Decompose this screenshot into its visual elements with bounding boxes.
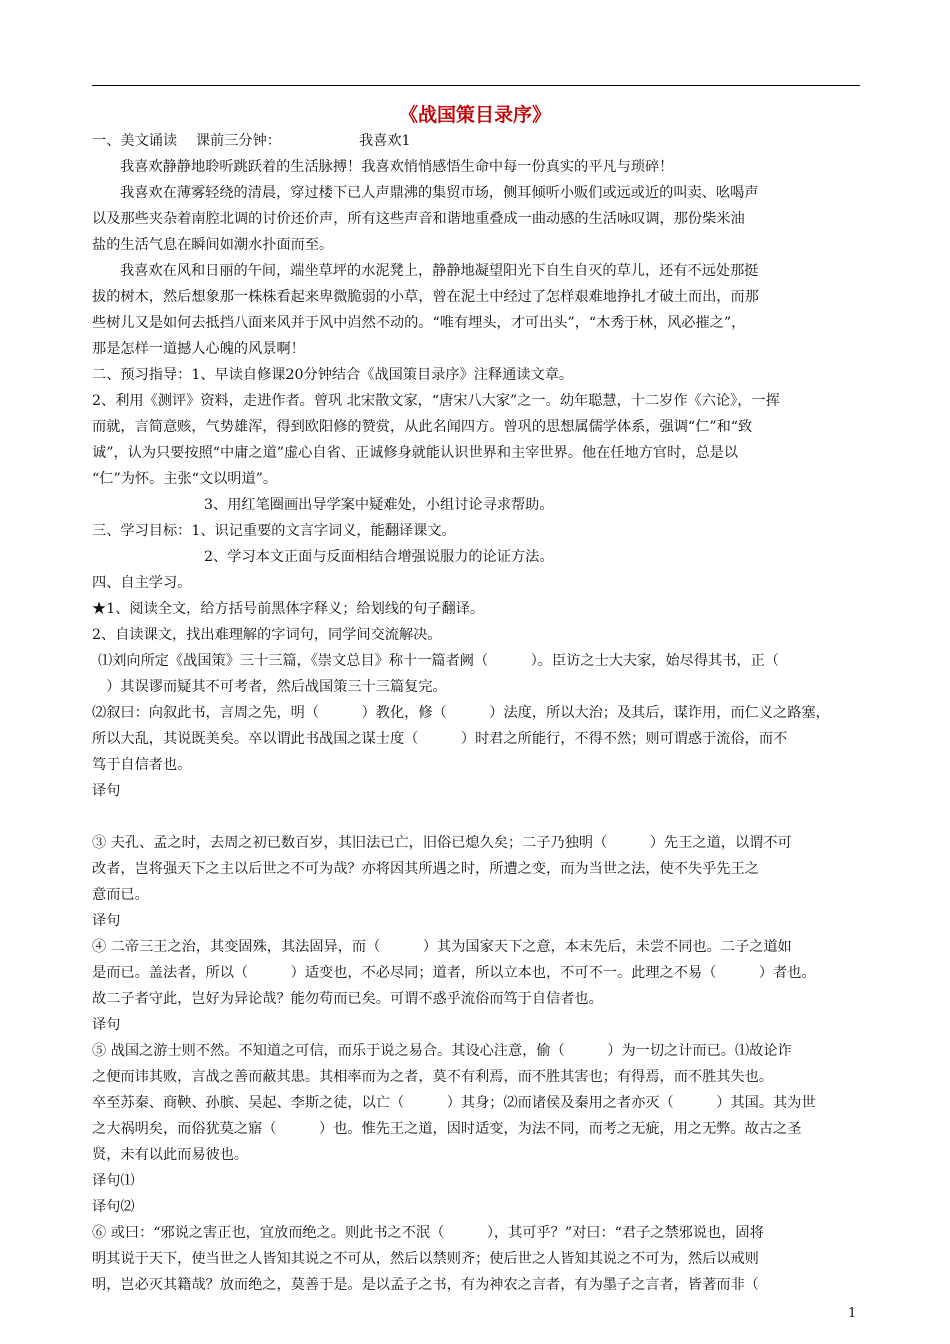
paragraph-line: 我喜欢在风和日丽的午间，端坐草坪的水泥凳上，静静地凝望阳光下自生自灭的草儿，还有不远处那挺 — [120, 263, 759, 279]
exercise-line: ③ 夫孔、孟之时，去周之初已数百岁，其旧法已亡，旧俗已熄久矣；二子乃独明（ ）先王之道，以谓不可 — [92, 835, 792, 851]
paragraph-line: 2、利用《测评》资料，走进作者。曾巩 北宋散文家，“唐宋八大家”之一。幼年聪慧，十二岁作《六论》，一挥 — [92, 393, 780, 409]
exercise-line: 改者，岂将强天下之主以后世之不可为哉？亦将因其所遇之时，所遭之变，而为当世之法，使不失乎先王之 — [92, 861, 759, 877]
paragraph-line: 些树儿又是如何去抵挡八面来风并于风中岿然不动的。“唯有埋头，才可出头”，“木秀于林，风必摧之”， — [92, 315, 746, 331]
paragraph-line: 我喜欢静静地聆听跳跃着的生活脉搏！我喜欢悄悄感悟生命中每一份真实的平凡与琐碎！ — [120, 159, 674, 175]
paragraph-line: “仁”为怀。主张“文以明道”。 — [92, 471, 278, 487]
paragraph-line: ★1、阅读全文，给方括号前黑体字释义；给划线的句子翻译。 — [92, 601, 485, 617]
exercise-line: 之便而讳其败，言战之善而蔽其患。其相率而为之者，莫不有利焉，而不胜其害也；有得焉，而不胜其失也。 — [92, 1069, 774, 1085]
section-heading: 一、美文诵读 课前三分钟： 我喜欢1 — [92, 133, 411, 149]
exercise-line: ⑥ 或曰：“邪说之害正也，宜放而绝之。则此书之不泯（ ），其可乎？”对曰：“君子之禁邪说也，固将 — [92, 1225, 764, 1241]
section-heading: 三、学习目标：1、识记重要的文言字词义，能翻译课文。 — [92, 523, 456, 539]
document-title: 《战国策目录序》 — [398, 104, 551, 126]
exercise-line: ⑴刘向所定《战国策》三十三篇，《崇文总目》称十一篇者阙（ ）。臣访之士大夫家，始尽得其书，正（ — [98, 653, 779, 669]
paragraph-line: 诚”，认为只要按照“中庸之道”虚心自省、正诚修身就能认识世界和主宰世界。他在任地方官时，总是以 — [92, 445, 739, 461]
paragraph-line: 2、学习本文正面与反面相结合增强说服力的论证方法。 — [204, 549, 554, 565]
translate-label: 译句 — [92, 783, 121, 799]
paragraph-line: 2、自读课文，找出难理解的字词句，同学间交流解决。 — [92, 627, 442, 643]
exercise-line: ⑤ 战国之游士则不然。不知道之可信，而乐于说之易合。其设心注意，偷（ ）为一切之计而已。⑴故论诈 — [92, 1043, 792, 1059]
paragraph-line: 以及那些夹杂着南腔北调的讨价还价声，所有这些声音和谐地重叠成一曲动感的生活咏叹调，那份柴米油 — [92, 211, 745, 227]
paragraph-line: 那是怎样一道撼人心魄的风景啊！ — [92, 341, 305, 357]
translate-label: 译句⑵ — [92, 1199, 135, 1215]
document-body — [92, 128, 862, 1298]
paragraph-line: 而就，言简意赅，气势雄浑，得到欧阳修的赞赏，从此名闻四方。曾巩的思想属儒学体系，强调“仁”和“致 — [92, 419, 753, 435]
exercise-line: 故二子者守此，岂好为异论哉？能勿苟而已矣。可谓不惑乎流俗而笃于自信者也。 — [92, 991, 603, 1007]
paragraph-line: 我喜欢在薄雾轻绕的清晨，穿过楼下已人声鼎沸的集贸市场，侧耳倾听小贩们或远或近的叫卖、吆喝声 — [120, 185, 759, 201]
exercise-line: ）其误谬而疑其不可考者，然后战国策三十三篇复完。 — [92, 679, 447, 695]
exercise-line: 贤，未有以此而易彼也。 — [92, 1147, 249, 1163]
section-heading: 四、自主学习。 — [92, 575, 192, 591]
header-rule — [92, 85, 860, 86]
exercise-line: ④ 二帝三王之治，其变固殊，其法固异，而（ ）其为国家天下之意，本末先后，未尝不同也。二子之道如 — [92, 939, 792, 955]
translate-label: 译句 — [92, 1017, 121, 1033]
exercise-line: 是而已。盖法者，所以（ ）适变也，不必尽同；道者，所以立本也，不可不一。此理之不易（ ）者也。 — [92, 965, 816, 981]
paragraph-line: 拔的树木，然后想象那一株株看起来卑微脆弱的小草，曾在泥土中经过了怎样艰难地挣扎才破土而出，而那 — [92, 289, 759, 305]
page-number: 1 — [848, 1306, 857, 1321]
exercise-line: 所以大乱，其说既美矣。卒以谓此书战国之谋士度（ ）时君之所能行，不得不然；则可谓惑于流俗，而不 — [92, 731, 788, 747]
translate-label: 译句⑴ — [92, 1173, 135, 1189]
paragraph-line: 盐的生活气息在瞬间如潮水扑面而至。 — [92, 237, 334, 253]
paragraph-line: 3、用红笔圈画出导学案中疑难处，小组讨论寻求帮助。 — [204, 497, 554, 513]
exercise-line: 明其说于天下，使当世之人皆知其说之不可从，然后以禁则齐；使后世之人皆知其说之不可为，然后以戒则 — [92, 1251, 759, 1267]
exercise-line: ⑵叙曰：向叙此书，言周之先，明（ ）教化，修（ ）法度，所以大治；及其后，谋诈用，而仁义之路塞， — [92, 705, 830, 721]
exercise-line: 之大祸明矣，而俗犹莫之寤（ ）也。惟先王之道，因时适变，为法不同，而考之无疵，用之无弊。故古之圣 — [92, 1121, 802, 1137]
exercise-line: 明，岂必灭其籍哉？放而绝之，莫善于是。是以孟子之书，有为神农之言者，有为墨子之言者，皆著而非（ — [92, 1277, 759, 1293]
exercise-line: 意而已。 — [92, 887, 149, 903]
exercise-line: 卒至苏秦、商鞅、孙膑、吴起、李斯之徒，以亡（ ）其身；⑵而诸侯及秦用之者亦灭（ ）其国。其为世 — [92, 1095, 816, 1111]
section-heading: 二、预习指导：1、早读自修课20分钟结合《战国策目录序》注释通读文章。 — [92, 367, 574, 383]
exercise-line: 笃于自信者也。 — [92, 757, 192, 773]
translate-label: 译句 — [92, 913, 121, 929]
